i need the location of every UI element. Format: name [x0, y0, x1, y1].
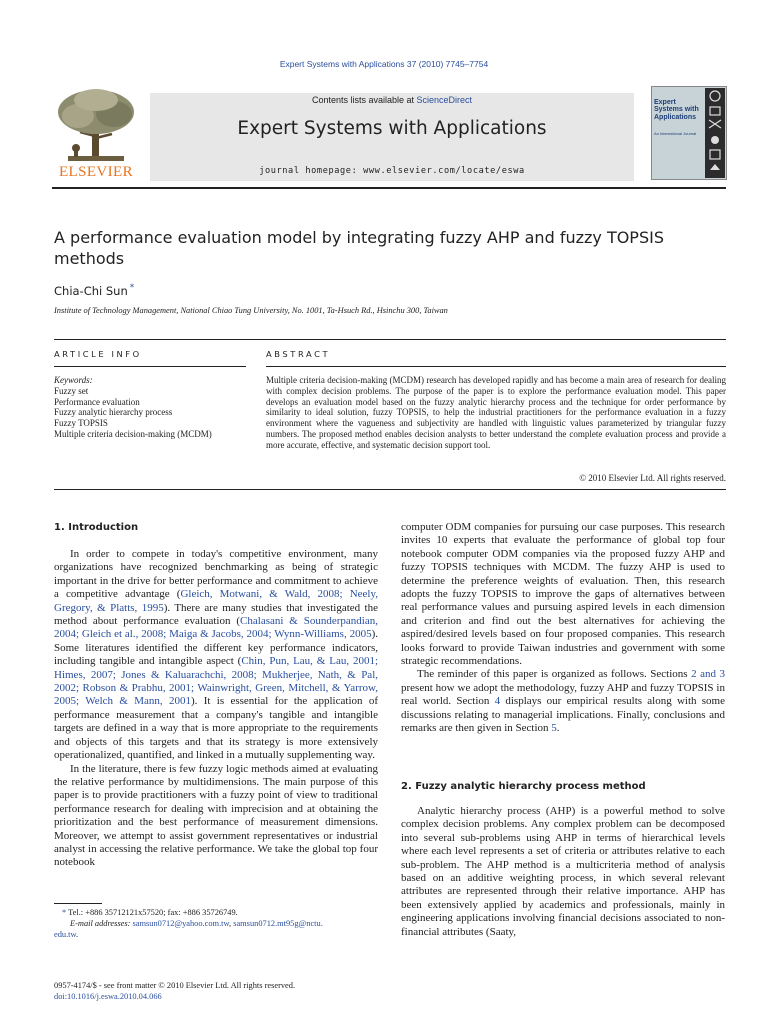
keyword-item: Fuzzy analytic hierarchy process — [54, 407, 173, 418]
footnote-divider — [54, 903, 102, 904]
section-ref-link[interactable]: 2 and 3 — [691, 668, 725, 681]
email-link-continuation[interactable]: edu.tw — [54, 930, 77, 939]
author-affiliation: Institute of Technology Management, National Chiao Tung University, No. 1001, Ta-Hsuch Rd., Hsinchu 300, Taiwan — [54, 306, 448, 315]
footnote-marker[interactable]: * — [62, 908, 67, 917]
cover-subtitle: An International Journal — [654, 131, 697, 136]
abstract-copyright: © 2010 Elsevier Ltd. All rights reserved. — [579, 473, 726, 483]
section-2-paragraph-1: Analytic hierarchy process (AHP) is a powerful method to solve complex decision problems. Any complex problem can be decomposed into several sub-problems using AHP in terms of hierarchical levels where each level represents a set of criteria or attributes relative to each sub-problem. The AHP method is a multicriteria method of analysis based on an additive weighting process, in which several relevant attributes are represented through their relative importance. AHP has been extensively applied by academics and professionals, mainly in engineering applications involving financial decisions associated to non-financial attributes (Saaty, — [401, 805, 725, 938]
abstract-heading: ABSTRACT — [266, 349, 331, 359]
article-info-divider — [54, 366, 246, 367]
abstract-text: Multiple criteria decision-making (MCDM) research has developed rapidly and has become a main area of research for dealing with complex decision problems. The purpose of the paper is to explore the performance evaluation model. This paper develops an evaluation model based on the fuzzy analytic hierarchy process and the technique for order performance by similarity to ideal solution, fuzzy TOPSIS, to help the industrial practitioners for the performance evaluation in a fuzzy environment where the vagueness and subjectivity are handled with linguistic values parameterized by triangular fuzzy numbers. The proposed method enables decision analysts to better understand the complete evaluation process and provide a more accurate, effective, and systematic decision support tool. — [266, 375, 726, 450]
abstract-bottom-divider — [54, 489, 726, 490]
right-column-body — [401, 521, 725, 736]
intro-paragraph-1: In order to compete in today's competitive environment, many organizations have recognized benchmarking as being of strategic important in the drive for better performance and commitment to achieve a competitive advantage (Gleich, Motwani, & Wald, 2008; Neely, Gregory, & Platts, 1995). There are many studies that investigated the method about performance evaluation (Chalasani & Sounderpandian, 2004; Gleich et al., 2008; Maiga & Jacobs, 2004; Wynn-Williams, 2005). Some literatures identified the different key performance indicators, including tangible and intangible aspect (Chin, Pun, Lau, & Lau, 2001; Himes, 2007; Jones & Kaluarachchi, 2008; Mukherjee, Nath, & Pal, 2002; Robson & Prabhu, 2001; Wainwright, Green, Mitchell, & Yarrow, 2005; Welch & Mann, 2001). It is essential for the application of performance measurement that a company's tangible and intangible targets are defined in a way that is more appropriate to the requirements and objects of this targets and that its strategy is more extensively operationalized, quantified, and linked in a mutually supplementing way. — [54, 548, 378, 762]
info-top-divider — [54, 339, 726, 340]
citation-link[interactable]: Gleich, Motwani, & Wald, 2008; Neely, Gregory, & Platts, 1995 — [54, 588, 378, 614]
keywords-block — [54, 375, 249, 440]
contents-availability — [150, 95, 634, 105]
footnote-email-continuation: edu.tw. — [54, 930, 79, 939]
section-1-heading: 1. Introduction — [54, 522, 139, 533]
cover-title: Expert Systems with Applications — [654, 99, 699, 121]
sciencedirect-link[interactable]: ScienceDirect — [416, 95, 473, 105]
keyword-item: Fuzzy set — [54, 385, 89, 396]
author-line — [54, 283, 134, 298]
footnote-contact: * Tel.: +886 35712121x57520; fax: +886 35726749. — [62, 908, 238, 917]
article-info-heading: ARTICLE INFO — [54, 349, 142, 359]
paper-title: A performance evaluation model by integrating fuzzy AHP and fuzzy TOPSIS methods — [54, 228, 664, 268]
journal-citation[interactable]: Expert Systems with Applications 37 (2010) 7745–7754 — [279, 59, 489, 69]
citation-link[interactable]: Chalasani & Sounderpandian, 2004; Gleich et al., 2008; Maiga & Jacobs, 2004; Wynn-Williams, 2005 — [54, 615, 378, 641]
publisher-logo-text: ELSEVIER — [58, 164, 134, 180]
intro-paragraph-3: computer ODM companies for pursuing our case purposes. This research invites 10 experts that evaluate the performance of global top four notebook computer ODM companies via the proposed fuzzy AHP and fuzzy TOPSIS techniques with MCDM. The fuzzy AHP is used to determine the preference weights of evaluation. Then, this research adopts the fuzzy TOPSIS to improve the gaps of alternatives between real performance values and pursuing aspired levels in each dimension and criterion and find out the best alternatives for achieving the aspired/desired levels based on four proposed companies. This research looks forward to provide Taiwan industries and government with some strategic recommendations. — [401, 521, 725, 668]
contents-prefix: Contents lists available at — [311, 95, 417, 105]
section-2-heading: 2. Fuzzy analytic hierarchy process method — [401, 781, 646, 792]
author-name: Chia-Chi Sun — [54, 283, 128, 298]
keywords-label: Keywords: — [54, 375, 93, 385]
abstract-divider — [266, 366, 726, 367]
footnote-emails: E-mail addresses: samsun0712@yahoo.com.tw, samsun0712.mt95g@nctu. — [70, 919, 323, 928]
citation-link[interactable]: Chin, Pun, Lau, & Lau, 2001; Himes, 2007; Jones & Kaluarachchi, 2008; Mukherjee, Nath, & Pal, 2002; Robson & Prabhu, 2001; Wainwright, Green, Mitchell, & Yarrow, 2005; Welch & Mann, 2001 — [54, 655, 378, 708]
left-column-body — [54, 548, 378, 870]
doi-link[interactable]: doi:10.1016/j.eswa.2010.04.066 — [54, 992, 162, 1001]
author-footnote — [54, 907, 378, 940]
journal-homepage[interactable]: journal homepage: www.elsevier.com/locate/eswa — [259, 166, 525, 176]
keyword-item: Fuzzy TOPSIS — [54, 418, 108, 429]
journal-title: Expert Systems with Applications — [237, 118, 547, 139]
email-link[interactable]: samsun0712.mt95g@nctu. — [233, 919, 323, 928]
keyword-item: Multiple criteria decision-making (MCDM) — [54, 428, 212, 439]
email-link[interactable]: samsun0712@yahoo.com.tw — [132, 919, 229, 928]
cover-icon-strip — [705, 88, 725, 178]
issn-line: 0957-4174/$ - see front matter © 2010 Elsevier Ltd. All rights reserved. — [54, 981, 296, 990]
intro-paragraph-4: The reminder of this paper is organized as follows. Sections 2 and 3 present how we adopt the methodology, fuzzy AHP and fuzzy TOPSIS in real world. Section 4 displays our empirical results along with some discussions relating to managerial implications. Finally, conclusions and remarks are then given in Section 5. — [401, 668, 725, 735]
header-divider — [52, 187, 726, 189]
section-ref-link[interactable]: 4 — [494, 695, 501, 708]
keyword-item: Performance evaluation — [54, 396, 140, 407]
intro-paragraph-2: In the literature, there is few fuzzy logic methods aimed at evaluating the relative performance by multidimensions. The main purpose of this paper is to provide practitioners with a fuzzy point of view to traditional performance research for dealing with imprecision and at obtaining the prioritization and the best performance of measurement dimensions. Moreover, we attempt to assist government representatives or industrial analyst in accessing the relative performance. We take the global top four notebook — [54, 762, 378, 869]
author-footnote-marker[interactable]: * — [129, 283, 135, 293]
page-footer — [54, 980, 454, 1002]
section-2-body — [401, 805, 725, 939]
section-ref-link[interactable]: 5 — [551, 722, 557, 735]
